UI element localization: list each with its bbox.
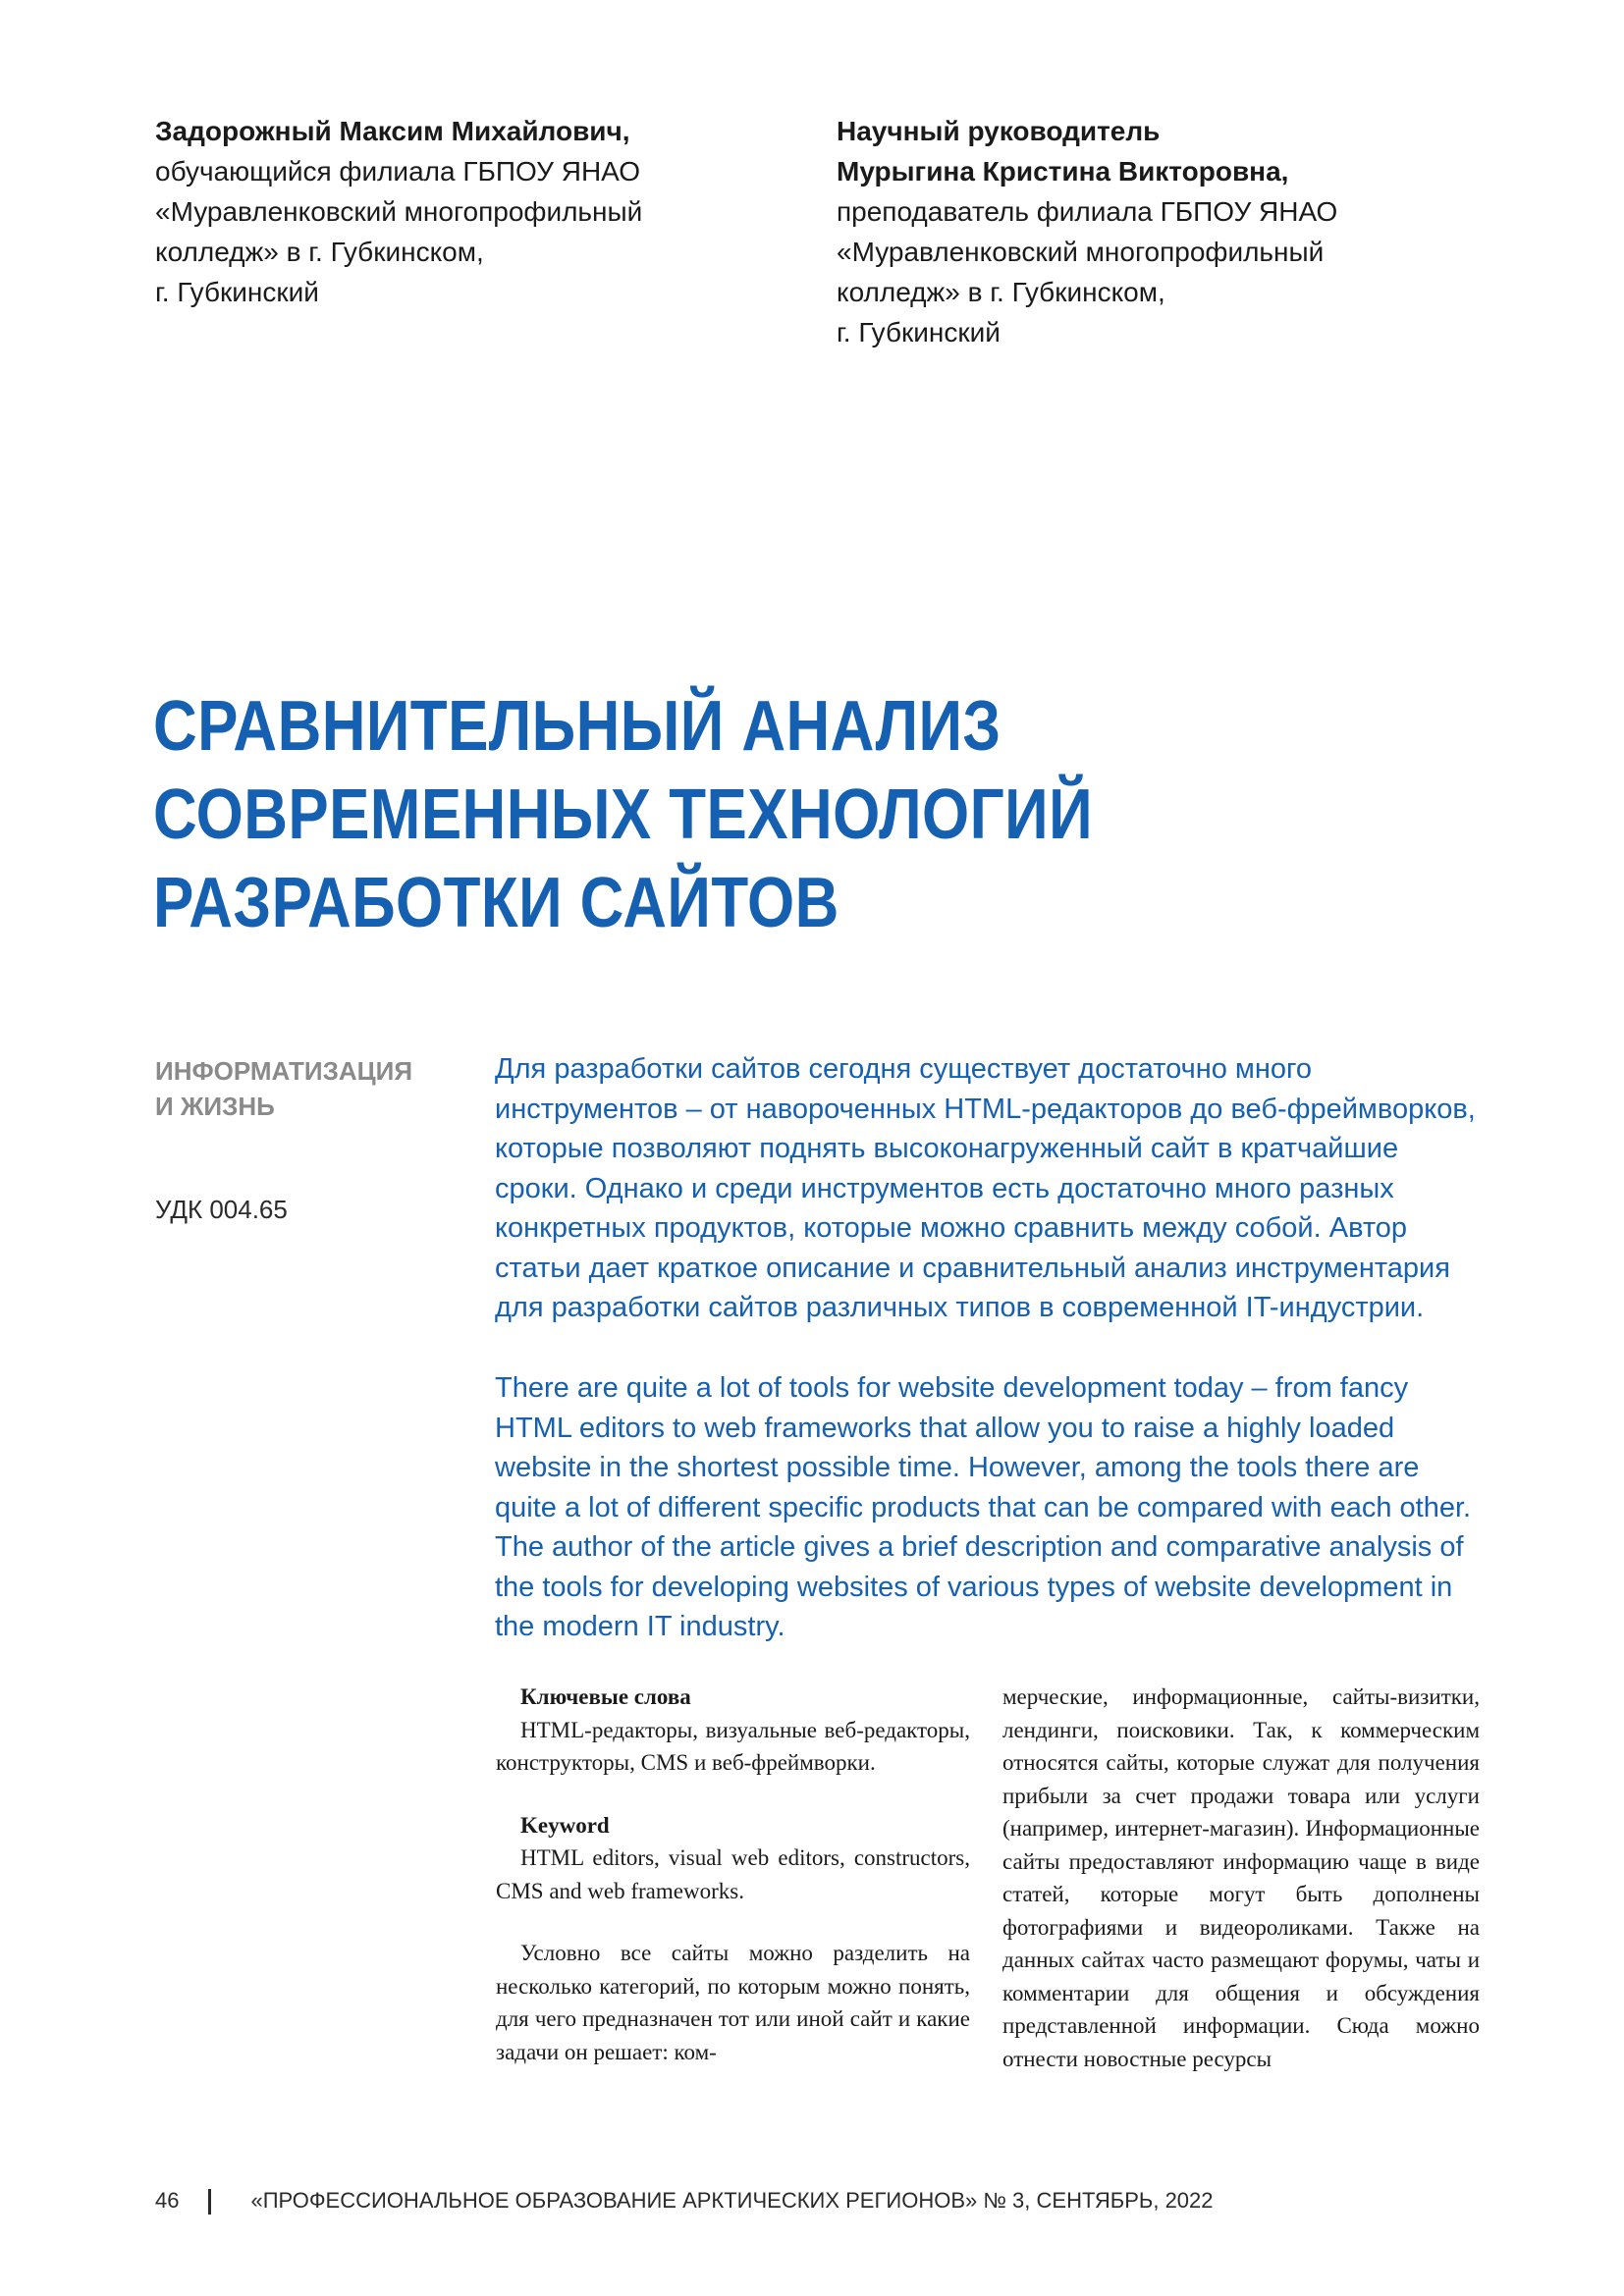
keywords-ru-heading: Ключевые слова — [520, 1684, 691, 1709]
title-line: СОВРЕМЕННЫХ ТЕХНОЛОГИЙ — [153, 775, 1094, 854]
keywords-ru-text: HTML-редакторы, визуальные веб-редакторы, конструкторы, CMS и веб-фреймворки. — [496, 1717, 970, 1775]
supervisor-affiliation-line: преподаватель филиала ГБПОУ ЯНАО — [837, 196, 1338, 227]
body-paragraph: Условно все сайты можно разделить на несколько категорий, по которым можно понять, для чего предназначен тот или иной сайт и какие задачи он решает: ком- — [496, 1941, 970, 2064]
body-column-right — [1002, 1681, 1480, 2075]
rubric-line: И ЖИЗНЬ — [155, 1092, 275, 1121]
author-block — [155, 111, 642, 312]
supervisor-affiliation-line: г. Губкинский — [837, 317, 1001, 347]
article-title — [153, 682, 1093, 947]
body-paragraph: мерческие, информационные, сайты-визитки, лендинги, поисковики. Так, к коммерческим относятся сайты, которые служат для получения прибыли за счет продажи товара или услуги (например, интернет-магазин). Информационные сайты предоставляют информацию чаще в виде статей, которые могут быть дополнены фотографиями и видеороликами. Также на данных сайтах часто размещают форумы, чаты и комментарии для общения и обсуждения представленной информации. Сюда можно отнести новостные ресурсы — [1002, 1684, 1480, 2071]
body-column-left — [496, 1681, 970, 2068]
supervisor-affiliation-line: «Муравленковский многопрофильный — [837, 237, 1325, 267]
supervisor-block — [837, 111, 1337, 352]
page-number: 46 — [155, 2188, 180, 2213]
title-line: РАЗРАБОТКИ САЙТОВ — [153, 864, 839, 942]
title-line: СРАВНИТЕЛЬНЫЙ АНАЛИЗ — [153, 687, 1001, 766]
footer-divider — [208, 2189, 211, 2215]
abstract-english: There are quite a lot of tools for website development today – from fancy HTML editors to web frameworks that allow you to raise a highly loaded website in the shortest possible time. However, among the tools there are quite a lot of different specific products that can be compared with each other. The author of the article gives a brief description and comparative analysis of the tools for developing websites of various types of website development in the modern IT industry. — [495, 1372, 1472, 1642]
abstract-russian: Для разработки сайтов сегодня существует достаточно много инструментов – от навороченных HTML-редакторов до веб-фреймворков, которые позволяют поднять высоконагруженный сайт в кратчайшие сроки. Однако и среди инструментов есть достаточно много разных конкретных продуктов, которые можно сравнить между собой. Автор статьи дает краткое описание и сравнительный анализ инструментария для разработки сайтов различных типов в современной IT-индустрии. — [495, 1053, 1476, 1323]
author-affiliation-line: «Муравленковский многопрофильный — [155, 196, 643, 227]
section-rubric — [155, 1053, 412, 1124]
page-footer — [155, 2188, 1214, 2215]
supervisor-name: Мурыгина Кристина Викторовна, — [837, 156, 1289, 187]
author-affiliation-line: г. Губкинский — [155, 277, 319, 307]
udk-code: УДК 004.65 — [155, 1195, 288, 1224]
keywords-en-text: HTML editors, visual web editors, constructors, CMS and web frameworks. — [496, 1845, 970, 1903]
supervisor-affiliation-line: колледж» в г. Губкинском, — [837, 277, 1165, 307]
supervisor-role: Научный руководитель — [837, 116, 1161, 146]
author-affiliation-line: колледж» в г. Губкинском, — [155, 237, 484, 267]
author-name: Задорожный Максим Михайлович, — [155, 116, 630, 146]
author-affiliation-line: обучающийся филиала ГБПОУ ЯНАО — [155, 156, 641, 187]
rubric-line: ИНФОРМАТИЗАЦИЯ — [155, 1056, 413, 1086]
keywords-en-heading: Keyword — [520, 1812, 610, 1838]
journal-reference: «ПРОФЕССИОНАЛЬНОЕ ОБРАЗОВАНИЕ АРКТИЧЕСКИХ РЕГИОНОВ» № 3, СЕНТЯБРЬ, 2022 — [250, 2188, 1214, 2213]
